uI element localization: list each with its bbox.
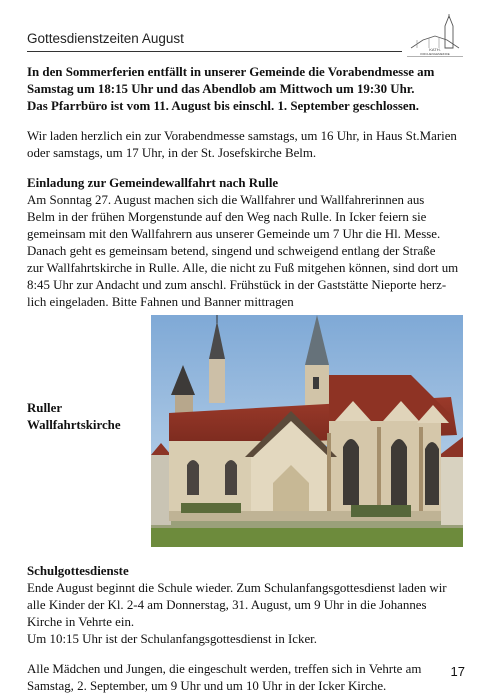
header-rule bbox=[27, 51, 402, 52]
page-title: Gottesdienstzeiten August bbox=[27, 31, 184, 46]
figure bbox=[27, 315, 465, 563]
figure-caption bbox=[27, 400, 121, 434]
invite-line: Wir laden herzlich ein zur Vorabendmesse samstags, um 16 Uhr, in Haus St.Marien bbox=[27, 129, 457, 143]
pilgrimage-heading: Einladung zur Gemeindewallfahrt nach Rulle bbox=[27, 176, 279, 190]
school-heading: Schulgottesdienste bbox=[27, 564, 129, 578]
notice-line: In den Sommerferien entfällt in unserer Gemeinde die Vorabendmesse am bbox=[27, 65, 435, 79]
page-content bbox=[27, 64, 465, 695]
notice-block bbox=[27, 64, 465, 115]
church-photo bbox=[151, 315, 463, 547]
body-line: Belm in der frühen Morgenstunde auf den Weg nach Rulle. In Icker feiern sie bbox=[27, 210, 427, 224]
notice-line: Das Pfarrbüro ist vom 11. August bis einschl. 1. September geschlossen. bbox=[27, 99, 419, 113]
church-logo-icon bbox=[405, 14, 465, 58]
body-line: Danach geht es gemeinsam betend, singend und schweigend entlang der Straße bbox=[27, 244, 436, 258]
body-line: Ende August beginnt die Schule wieder. Zum Schulanfangsgottesdienst laden wir bbox=[27, 581, 447, 595]
body-line: Am Sonntag 27. August machen sich die Wallfahrer und Wallfahrerinnen aus bbox=[27, 193, 425, 207]
page-header bbox=[27, 30, 450, 56]
body-line: Samstag, 2. September, um 9 Uhr und um 10 Uhr in der Icker Kirche. bbox=[27, 679, 387, 693]
school-block bbox=[27, 563, 465, 695]
caption-line: Ruller bbox=[27, 401, 63, 415]
body-line: Um 10:15 Uhr ist der Schulanfangsgottesdienst in Icker. bbox=[27, 632, 317, 646]
body-line: 8:45 Uhr zur Andacht und zum anschl. Frühstück in der Gaststätte Nieporte herz- bbox=[27, 278, 447, 292]
body-line: Alle Mädchen und Jungen, die eingeschult werden, treffen sich in Vehrte am bbox=[27, 662, 422, 676]
body-line: gemeinsam mit den Wallfahrern aus unserer Gemeinde um 7 Uhr die Hl. Messe. bbox=[27, 227, 441, 241]
logo-text-2: KIRCHENGEMEINDE bbox=[420, 52, 450, 56]
logo-text-1: KATH. bbox=[429, 47, 441, 52]
notice-line: Samstag um 18:15 Uhr und das Abendlob am Mittwoch um 19:30 Uhr. bbox=[27, 82, 415, 96]
invite-line: oder samstags, um 17 Uhr, in der St. Josefskirche Belm. bbox=[27, 146, 317, 160]
caption-line: Wallfahrtskirche bbox=[27, 418, 121, 432]
body-line: alle Kinder der Kl. 2-4 am Donnerstag, 31. August, um 9 Uhr in die Johannes bbox=[27, 598, 427, 612]
pilgrimage-block bbox=[27, 175, 465, 311]
body-line: zur Wallfahrtskirche in Rulle. Alle, die nicht zu Fuß mitgehen können, sind dort um bbox=[27, 261, 459, 275]
invite-block bbox=[27, 128, 465, 162]
body-line: lich eingeladen. Bitte Fahnen und Banner mittragen bbox=[27, 295, 294, 309]
page-number: 17 bbox=[450, 664, 465, 679]
body-line: Kirche in Vehrte ein. bbox=[27, 615, 135, 629]
